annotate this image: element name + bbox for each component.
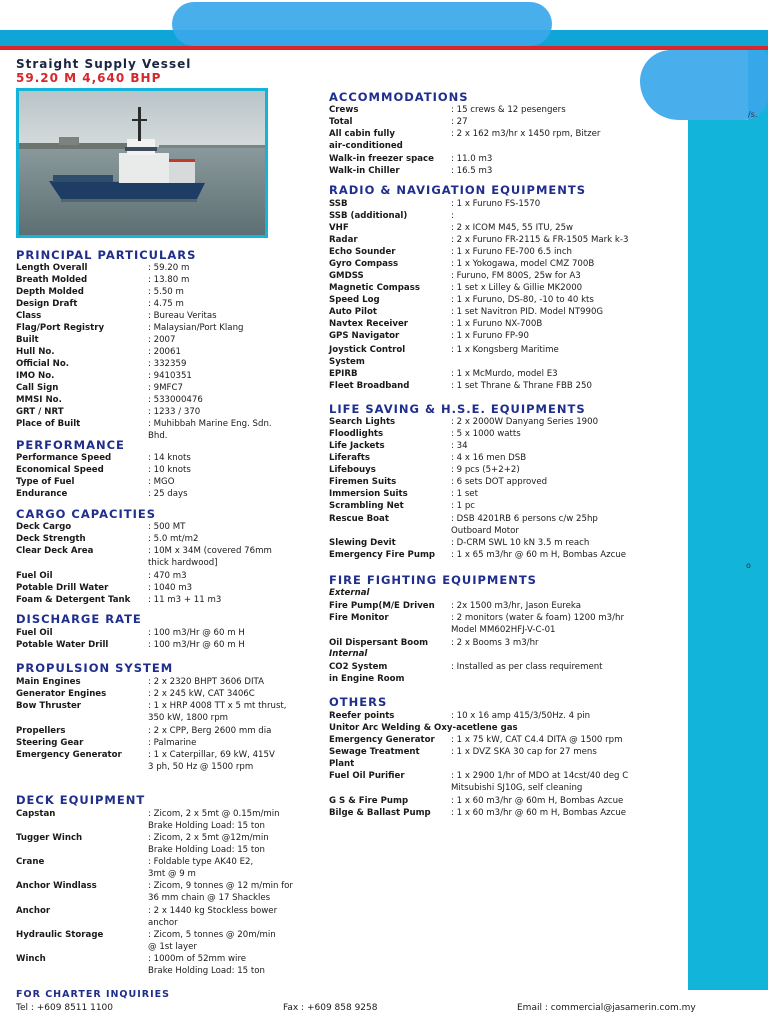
row-value-continued: thick hardwood] (148, 558, 218, 568)
row-value: : 27 (451, 117, 468, 127)
row-value: : 1000m of 52mm wire (148, 954, 247, 964)
row-label: All cabin fully (329, 129, 395, 139)
row-value: : Malaysian/Port Klang (148, 323, 244, 333)
row-label: Total (329, 117, 353, 127)
row-label: Length Overall (16, 263, 88, 273)
vessel-photo (16, 88, 268, 238)
row-value: : 59.20 m (148, 263, 190, 273)
row-label: EPIRB (329, 369, 358, 379)
row-label: Walk-in freezer space (329, 154, 434, 164)
row-label: Generator Engines (16, 689, 107, 699)
row-value: : 15 crews & 12 pesengers (451, 105, 566, 115)
row-label: Slewing Devit (329, 538, 396, 548)
row-label: Breath Molded (16, 275, 88, 285)
row-label: Fire Pump(M/E Driven (329, 601, 435, 611)
row-value: : 13.80 m (148, 275, 190, 285)
row-value: : 1 set x Lilley & Gillie MK2000 (451, 283, 583, 293)
edge-mark-2: o (746, 561, 751, 570)
row-label: Capstan (16, 809, 56, 819)
row-label: Propellers (16, 726, 66, 736)
row-label: Rescue Boat (329, 514, 389, 524)
row-label: Fuel Oil (16, 628, 53, 638)
row-label: Radar (329, 235, 358, 245)
row-label: Lifebouys (329, 465, 376, 475)
row-label: Performance Speed (16, 453, 112, 463)
row-value: : 9410351 (148, 371, 192, 381)
row-value-continued: Model MM602HFJ-V-C-01 (451, 625, 556, 635)
row-value: : 2 x 2320 BHPT 3606 DITA (148, 677, 264, 687)
row-label: Potable Water Drill (16, 640, 109, 650)
row-value: : 2 x Furuno FR-2115 & FR-1505 Mark k-3 (451, 235, 629, 245)
row-value-continued: Outboard Motor (451, 526, 519, 536)
redaction-blob-top (172, 2, 552, 46)
row-value: : 1 x Furuno FS-1570 (451, 199, 541, 209)
row-value: : 11.0 m3 (451, 154, 493, 164)
row-label: Bow Thruster (16, 701, 82, 711)
row-value: : 5.50 m (148, 287, 184, 297)
row-value: : 533000476 (148, 395, 203, 405)
section-title-fire-fighting: FIRE FIGHTING EQUIPMENTS (329, 573, 537, 587)
row-value: : Zicom, 9 tonnes @ 12 m/min for (148, 881, 293, 891)
row-label: Economical Speed (16, 465, 104, 475)
document-subtitle: 59.20 M 4,640 BHP (16, 71, 162, 85)
row-label: Gyro Compass (329, 259, 399, 269)
subheading-external: External (329, 588, 370, 598)
row-value: : 2 x 2000W Danyang Series 1900 (451, 417, 599, 427)
row-value: : 2 x 1440 kg Stockless bower (148, 906, 278, 916)
section-title-cargo-capacities: CARGO CAPACITIES (16, 507, 157, 521)
row-value: : 2007 (148, 335, 176, 345)
row-label: Reefer points (329, 711, 395, 721)
row-label: Fleet Broadband (329, 381, 410, 391)
row-label: Emergency Generator (329, 735, 435, 745)
row-label: Liferafts (329, 453, 370, 463)
row-label: Tugger Winch (16, 833, 83, 843)
section-title-principal-particulars: PRINCIPAL PARTICULARS (16, 248, 197, 262)
row-value: : 2 x ICOM M45, 55 ITU, 25w (451, 223, 574, 233)
row-value-continued: 3mt @ 9 m (148, 869, 196, 879)
row-value: : 1 x 75 kW, CAT C4.4 DITA @ 1500 rpm (451, 735, 623, 745)
row-value: : 1 x 60 m3/hr @ 60 m H, Bombas Azcue (451, 808, 627, 818)
row-label: Firemen Suits (329, 477, 397, 487)
row-value: : 5 x 1000 watts (451, 429, 521, 439)
footer-tel[interactable]: Tel : +609 8511 1100 (16, 1003, 114, 1013)
edge-mark-1: /s. (748, 110, 758, 119)
row-value-continued: anchor (148, 918, 178, 928)
row-value: : 5.0 mt/m2 (148, 534, 199, 544)
row-value: : 34 (451, 441, 468, 451)
row-value: : 1 pc (451, 501, 476, 511)
row-value: : MGO (148, 477, 175, 487)
row-value: : Bureau Veritas (148, 311, 217, 321)
row-value: : 10 x 16 amp 415/3/50Hz. 4 pin (451, 711, 591, 721)
row-value-continued: Brake Holding Load: 15 ton (148, 966, 265, 976)
row-label: Anchor (16, 906, 51, 916)
row-value: : 1 set (451, 489, 478, 499)
row-value: : 1 x DVZ SKA 30 cap for 27 mens (451, 747, 597, 757)
row-label: Magnetic Compass (329, 283, 420, 293)
document-title: Straight Supply Vessel (16, 57, 192, 71)
row-value-continued: @ 1st layer (148, 942, 197, 952)
row-value: : 1 x Furuno FE-700 6.5 inch (451, 247, 572, 257)
row-label: Auto Pilot (329, 307, 377, 317)
row-label: Class (16, 311, 42, 321)
row-label: Bilge & Ballast Pump (329, 808, 431, 818)
row-value: : 2x 1500 m3/hr, Jason Eureka (451, 601, 582, 611)
row-value: : 1 x Furuno, DS-80, -10 to 40 kts (451, 295, 594, 305)
row-label: Fuel Oil (16, 571, 53, 581)
row-value-continued: Brake Holding Load: 15 ton (148, 845, 265, 855)
row-label: Depth Molded (16, 287, 84, 297)
row-label: Floodlights (329, 429, 384, 439)
row-value: : 332359 (148, 359, 187, 369)
row-value: : 2 x CPP, Berg 2600 mm dia (148, 726, 272, 736)
row-value: : 1 x Kongsberg Maritime (451, 345, 559, 355)
section-title-discharge-rate: DISCHARGE RATE (16, 612, 142, 626)
row-label: Echo Sounder (329, 247, 396, 257)
row-value: : 1 x Furuno NX-700B (451, 319, 543, 329)
row-label: Unitor Arc Welding & Oxy-acetlene gas (329, 723, 518, 733)
row-label: SSB (329, 199, 348, 209)
row-value: : 1 x McMurdo, model E3 (451, 369, 558, 379)
row-label: SSB (additional) (329, 211, 408, 221)
vessel-illustration (19, 91, 265, 235)
footer-fax: Fax : +609 858 9258 (283, 1003, 378, 1013)
row-label: Sewage Treatment (329, 747, 420, 757)
section-title-accommodations: ACCOMMODATIONS (329, 90, 469, 104)
row-value: : Zicom, 2 x 5mt @12m/min (148, 833, 269, 843)
row-label: Search Lights (329, 417, 396, 427)
section-title-life-saving: LIFE SAVING & H.S.E. EQUIPMENTS (329, 402, 586, 416)
row-label: Clear Deck Area (16, 546, 94, 556)
subheading-internal: Internal (329, 649, 368, 659)
row-label-continued: air-conditioned (329, 141, 403, 151)
row-value: : 1040 m3 (148, 583, 193, 593)
row-label-continued: System (329, 357, 365, 367)
row-label: Deck Strength (16, 534, 86, 544)
row-value: : 1 x Furuno FP-90 (451, 331, 529, 341)
row-label: GPS Navigator (329, 331, 400, 341)
row-label: VHF (329, 223, 349, 233)
row-label: Emergency Fire Pump (329, 550, 436, 560)
row-value: : 4 x 16 men DSB (451, 453, 527, 463)
row-label: Immersion Suits (329, 489, 408, 499)
row-value: : 1 x HRP 4008 TT x 5 mt thrust, (148, 701, 287, 711)
row-label: Built (16, 335, 39, 345)
row-value: : Palmarine (148, 738, 197, 748)
row-label: Emergency Generator (16, 750, 122, 760)
row-label-continued: Plant (329, 759, 355, 769)
row-label: Official No. (16, 359, 70, 369)
row-value: : 25 days (148, 489, 188, 499)
row-value: : 9MFC7 (148, 383, 183, 393)
row-label: Place of Built (16, 419, 81, 429)
row-value: : 1 set Thrane & Thrane FBB 250 (451, 381, 592, 391)
row-value: : 1 x 65 m3/hr @ 60 m H, Bombas Azcue (451, 550, 627, 560)
row-label: Walk-in Chiller (329, 166, 400, 176)
row-value: : 1 x Caterpillar, 69 kW, 415V (148, 750, 275, 760)
row-value: : Foldable type AK40 E2, (148, 857, 254, 867)
row-value: : 2 x 162 m3/hr x 1450 rpm, Bitzer (451, 129, 601, 139)
row-value: : 10M x 34M (covered 76mm (148, 546, 272, 556)
row-label: GRT / NRT (16, 407, 64, 417)
row-value: : 2 x 245 kW, CAT 3406C (148, 689, 255, 699)
row-value: : 2 monitors (water & foam) 1200 m3/hr (451, 613, 624, 623)
row-value: : D-CRM SWL 10 kN 3.5 m reach (451, 538, 590, 548)
row-label: Winch (16, 954, 46, 964)
row-label: Design Draft (16, 299, 78, 309)
section-title-deck-equipment: DECK EQUIPMENT (16, 793, 146, 807)
top-red-line (0, 46, 768, 50)
row-value: : (451, 211, 454, 221)
row-value: : 1 x 2900 1/hr of MDO at 14cst/40 deg C (451, 771, 629, 781)
row-value-continued: Mitsubishi SJ10G, self cleaning (451, 783, 583, 793)
row-label: Joystick Control (329, 345, 406, 355)
row-label: Crane (16, 857, 45, 867)
section-title-propulsion-system: PROPULSION SYSTEM (16, 661, 174, 675)
footer-email-link[interactable]: Email : commercial@jasamerin.com.my (517, 1003, 696, 1013)
row-value: : 4.75 m (148, 299, 184, 309)
row-value-continued: Bhd. (148, 431, 168, 441)
row-label: MMSI No. (16, 395, 62, 405)
row-label: CO2 System (329, 662, 388, 672)
row-value: : Zicom, 5 tonnes @ 20m/min (148, 930, 276, 940)
row-label-continued: in Engine Room (329, 674, 405, 684)
row-label: IMO No. (16, 371, 55, 381)
row-label: Hull No. (16, 347, 55, 357)
row-value: : 470 m3 (148, 571, 187, 581)
row-value: : 2 x Booms 3 m3/hr (451, 638, 539, 648)
row-value: : Zicom, 2 x 5mt @ 0.15m/min (148, 809, 280, 819)
row-value: : 100 m3/Hr @ 60 m H (148, 640, 245, 650)
row-label: Type of Fuel (16, 477, 75, 487)
row-label: Life Jackets (329, 441, 385, 451)
row-label: G S & Fire Pump (329, 796, 409, 806)
row-value: : 100 m3/Hr @ 60 m H (148, 628, 245, 638)
row-value-continued: 350 kW, 1800 rpm (148, 713, 229, 723)
row-value: : Furuno, FM 800S, 25w for A3 (451, 271, 581, 281)
section-title-performance: PERFORMANCE (16, 438, 125, 452)
section-title-radio-navigation: RADIO & NAVIGATION EQUIPMENTS (329, 183, 587, 197)
right-stripe (688, 120, 768, 990)
section-title-others: OTHERS (329, 695, 388, 709)
row-value: : DSB 4201RB 6 persons c/w 25hp (451, 514, 598, 524)
row-value: : 500 MT (148, 522, 186, 532)
row-value: : 10 knots (148, 465, 191, 475)
row-label: GMDSS (329, 271, 364, 281)
row-label: Flag/Port Registry (16, 323, 105, 333)
row-label: Steering Gear (16, 738, 84, 748)
footer-title: FOR CHARTER INQUIRIES (16, 989, 170, 1000)
row-value: : 9 pcs (5+2+2) (451, 465, 520, 475)
row-value: : 20061 (148, 347, 181, 357)
row-value: : 16.5 m3 (451, 166, 493, 176)
row-value: : 11 m3 + 11 m3 (148, 595, 222, 605)
row-label: Foam & Detergent Tank (16, 595, 131, 605)
row-label: Navtex Receiver (329, 319, 409, 329)
row-value: : 14 knots (148, 453, 191, 463)
row-label: Potable Drill Water (16, 583, 109, 593)
row-value: : 1 x 60 m3/hr @ 60m H, Bombas Azcue (451, 796, 624, 806)
row-label: Hydraulic Storage (16, 930, 104, 940)
row-label: Call Sign (16, 383, 59, 393)
row-value-continued: Brake Holding Load: 15 ton (148, 821, 265, 831)
row-label: Crews (329, 105, 359, 115)
row-label: Scrambling Net (329, 501, 404, 511)
row-value: : Installed as per class requirement (451, 662, 603, 672)
row-value: : Muhibbah Marine Eng. Sdn. (148, 419, 272, 429)
row-label: Main Engines (16, 677, 81, 687)
row-value-continued: 3 ph, 50 Hz @ 1500 rpm (148, 762, 254, 772)
row-value: : 1 x Yokogawa, model CMZ 700B (451, 259, 595, 269)
row-label: Deck Cargo (16, 522, 72, 532)
row-label: Anchor Windlass (16, 881, 97, 891)
row-value: : 1233 / 370 (148, 407, 201, 417)
row-value: : 6 sets DOT approved (451, 477, 548, 487)
row-label: Endurance (16, 489, 68, 499)
row-label: Oil Dispersant Boom (329, 638, 429, 648)
row-value-continued: 36 mm chain @ 17 Shackles (148, 893, 271, 903)
row-label: Speed Log (329, 295, 380, 305)
row-value: : 1 set Navitron PID. Model NT990G (451, 307, 604, 317)
row-label: Fuel Oil Purifier (329, 771, 405, 781)
row-label: Fire Monitor (329, 613, 389, 623)
